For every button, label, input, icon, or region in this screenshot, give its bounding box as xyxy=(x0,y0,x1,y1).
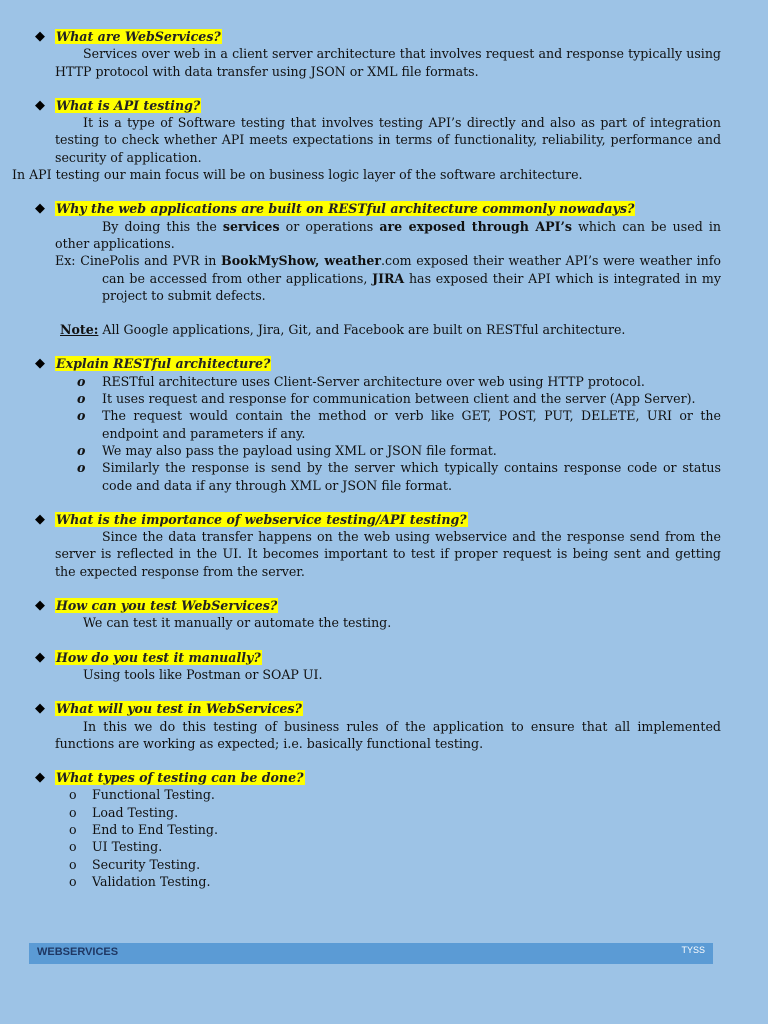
diamond-bullet-icon: ◆ xyxy=(35,29,45,44)
list-item xyxy=(55,442,721,459)
list-item-text: RESTful architecture uses Client-Server architecture over web using HTTP protocol. xyxy=(102,373,645,389)
diamond-bullet-icon: ◆ xyxy=(35,649,45,665)
example-bold-text: JIRA xyxy=(372,270,405,286)
circle-bullet-icon: o xyxy=(69,821,77,837)
list-item xyxy=(55,459,721,494)
section-explain-restful xyxy=(35,355,721,493)
section-heading-row xyxy=(35,355,721,372)
body-bold-text: are exposed through API’s xyxy=(379,218,572,234)
section-what-will-you-test xyxy=(35,700,721,752)
circle-bullet-icon: o xyxy=(69,856,77,872)
example-text: has exposed their API which is integrated in my project to submit defects. xyxy=(102,270,721,303)
note-paragraph xyxy=(60,321,721,338)
circle-bullet-icon: o xyxy=(69,839,77,855)
testing-types-list xyxy=(55,786,721,890)
list-item-text: We may also pass the payload using XML or JSON file format. xyxy=(102,442,497,458)
list-item xyxy=(55,821,721,838)
circle-bullet-icon: o xyxy=(69,873,77,889)
diamond-bullet-icon: ◆ xyxy=(35,598,45,614)
list-item xyxy=(55,373,721,390)
diamond-bullet-icon: ◆ xyxy=(35,201,45,217)
section-what-is-api-testing xyxy=(12,97,721,183)
section-types-of-testing xyxy=(35,769,721,890)
list-item-text: End to End Testing. xyxy=(92,821,218,837)
footer-org: TYSS xyxy=(681,945,705,955)
example-paragraph xyxy=(55,252,721,304)
body-text: or operations xyxy=(279,218,380,234)
list-item xyxy=(55,838,721,855)
section-body: Since the data transfer happens on the web using webservice and the response send from the server is reflected in the UI. It becomes important to test if proper request is being sent and getting the expected response from the server. xyxy=(55,529,721,579)
page-footer xyxy=(29,943,713,964)
body-text: which can be used in other applications. xyxy=(55,218,722,251)
section-body: Using tools like Postman or SOAP UI. xyxy=(83,666,323,682)
section-heading: What types of testing can be done? xyxy=(56,770,304,786)
diamond-bullet-icon: ◆ xyxy=(35,701,45,717)
body-text: By doing this the xyxy=(102,218,223,234)
example-bold-text: BookMyShow, weather xyxy=(221,253,382,269)
list-item xyxy=(55,873,721,890)
note-text: All Google applications, Jira, Git, and Facebook are built on RESTful architecture. xyxy=(98,322,626,338)
list-item-text: It uses request and response for communication between client and the server (App Server). xyxy=(102,391,696,407)
section-body: Services over web in a client server architecture that involves request and response typically using HTTP protocol with data transfer using JSON or XML file formats. xyxy=(55,46,721,79)
section-heading-row xyxy=(35,597,721,614)
section-heading: How do you test it manually? xyxy=(56,649,261,665)
list-item-text: Functional Testing. xyxy=(92,787,215,803)
circle-bullet-icon: o xyxy=(77,460,86,476)
example-text: Ex: CinePolis and PVR in xyxy=(55,253,222,269)
example-text: .com exposed their weather API’s were weather info can be accessed from other applications, xyxy=(102,253,721,286)
body-bold-text: services xyxy=(222,218,280,234)
section-heading: What are WebServices? xyxy=(56,29,221,44)
section-heading-row xyxy=(35,28,721,45)
list-item xyxy=(55,407,721,442)
section-extra-line: In API testing our main focus will be on business logic layer of the software architecture. xyxy=(12,167,583,183)
section-what-are-webservices xyxy=(35,28,721,80)
note-label: Note: xyxy=(60,322,99,338)
section-heading-row xyxy=(35,97,721,114)
list-item xyxy=(55,390,721,407)
section-body: We can test it manually or automate the testing. xyxy=(83,615,392,631)
document-page xyxy=(0,28,768,890)
diamond-bullet-icon: ◆ xyxy=(35,356,45,372)
circle-bullet-icon: o xyxy=(69,804,77,820)
section-importance-of-api-testing xyxy=(35,511,721,580)
section-body xyxy=(55,218,721,253)
circle-bullet-icon: o xyxy=(77,373,86,389)
section-heading: What is API testing? xyxy=(56,97,201,113)
section-how-can-you-test xyxy=(35,597,721,632)
section-heading-row xyxy=(35,200,721,217)
section-test-manually xyxy=(35,649,721,684)
list-item xyxy=(55,856,721,873)
list-item-text: UI Testing. xyxy=(92,839,163,855)
diamond-bullet-icon: ◆ xyxy=(35,97,45,113)
section-why-restful xyxy=(35,200,722,338)
list-item-text: The request would contain the method or verb like GET, POST, PUT, DELETE, URI or the endpoint and parameters if any. xyxy=(102,408,721,441)
section-heading: How can you test WebServices? xyxy=(56,598,278,614)
circle-bullet-icon: o xyxy=(77,391,86,407)
list-item-text: Load Testing. xyxy=(92,804,179,820)
list-item-text: Similarly the response is send by the server which typically contains response code or status code and data if any through XML or JSON file format. xyxy=(102,460,721,493)
section-heading-row xyxy=(35,700,721,717)
section-heading-row xyxy=(35,769,721,786)
circle-bullet-icon: o xyxy=(69,787,77,803)
section-heading: Explain RESTful architecture? xyxy=(56,356,271,372)
section-heading: What is the importance of webservice testing/API testing? xyxy=(56,511,467,527)
section-heading-row xyxy=(35,649,721,666)
section-body: In this we do this testing of business rules of the application to ensure that all implemented functions are working as expected; i.e. basically functional testing. xyxy=(55,718,721,751)
diamond-bullet-icon: ◆ xyxy=(35,511,45,527)
section-body: It is a type of Software testing that involves testing API’s directly and also as part of integration testing to check whether API meets expectations in terms of functionality, reliability, performance and security of application. xyxy=(55,115,721,165)
section-heading-row xyxy=(35,511,721,528)
list-item xyxy=(55,804,721,821)
circle-bullet-icon: o xyxy=(77,442,86,458)
list-item-text: Validation Testing. xyxy=(92,873,211,889)
diamond-bullet-icon: ◆ xyxy=(35,770,45,786)
list-item-text: Security Testing. xyxy=(92,856,201,872)
section-heading: Why the web applications are built on RESTful architecture commonly nowadays? xyxy=(56,201,635,217)
section-heading: What will you test in WebServices? xyxy=(56,701,302,717)
restful-list xyxy=(55,373,721,494)
circle-bullet-icon: o xyxy=(77,408,86,424)
footer-title: WEBSERVICES xyxy=(37,946,119,958)
list-item xyxy=(55,786,721,803)
